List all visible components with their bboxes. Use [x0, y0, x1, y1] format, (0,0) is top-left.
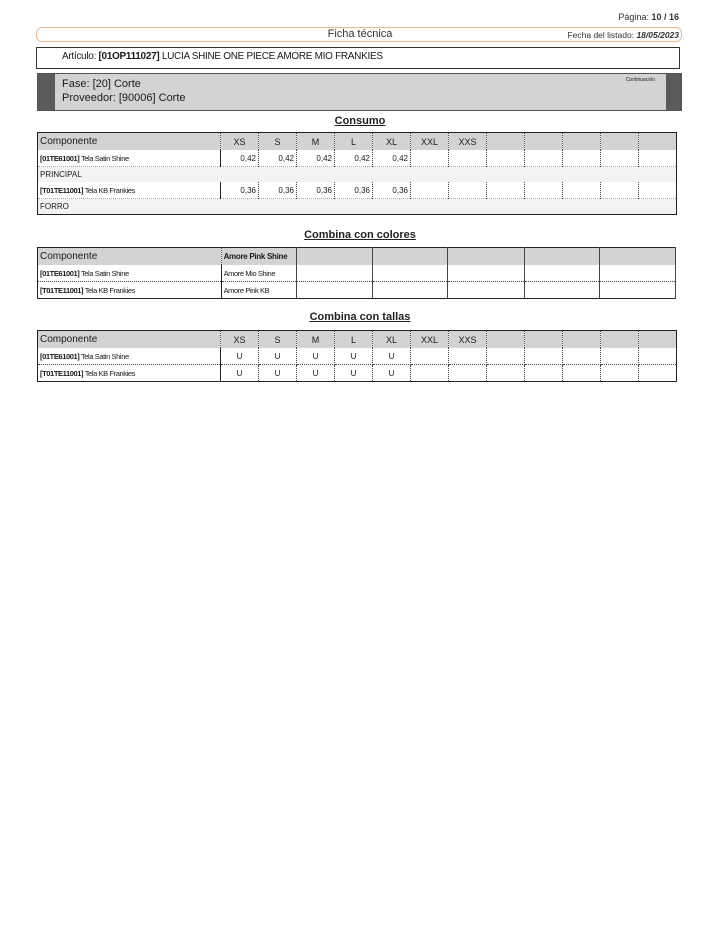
value-cell	[487, 182, 525, 199]
table-row	[38, 348, 677, 365]
value-cell: 0,36	[259, 182, 297, 199]
component-cell	[38, 282, 222, 299]
component-type: PRINCIPAL	[38, 167, 677, 183]
component-name: Tela KB Frankies	[83, 185, 135, 195]
size-header-col10	[601, 331, 639, 349]
phase-line: Fase: [20] Corte	[62, 78, 141, 90]
value-cell: U	[221, 348, 259, 365]
component-code: [01TE61001]	[40, 351, 80, 361]
color-header-2	[373, 248, 448, 266]
value-cell: U	[297, 365, 335, 382]
size-header-xxs: XXS	[449, 133, 487, 151]
size-header-col9	[563, 331, 601, 349]
colores-table	[37, 247, 676, 299]
component-cell	[38, 265, 222, 282]
size-header-l: L	[335, 331, 373, 349]
value-cell: 0,42	[221, 150, 259, 167]
component-name: Tela KB Frankies	[83, 368, 135, 378]
listing-date	[567, 30, 679, 40]
value-cell	[639, 150, 677, 167]
value-cell: 0,42	[335, 150, 373, 167]
size-header-m: M	[297, 133, 335, 151]
color-value-cell	[524, 265, 599, 282]
size-header-col10	[601, 133, 639, 151]
size-header-xxs: XXS	[449, 331, 487, 349]
value-cell: 0,36	[335, 182, 373, 199]
page-value: 10 / 16	[651, 12, 679, 22]
component-cell	[38, 348, 221, 365]
color-value-cell	[296, 265, 372, 282]
color-header-3	[448, 248, 524, 266]
value-cell: U	[373, 365, 411, 382]
color-header-4	[524, 248, 599, 266]
color-value-cell: Amore Pink KB	[221, 282, 296, 299]
value-cell	[525, 150, 563, 167]
section-title-tallas: Combina con tallas	[309, 311, 411, 323]
header-row	[38, 133, 677, 151]
size-header-xl: XL	[373, 331, 411, 349]
value-cell	[449, 365, 487, 382]
value-cell	[525, 365, 563, 382]
component-cell	[38, 365, 221, 382]
page-label: Página:	[618, 12, 649, 22]
component-name: Tela KB Frankies	[83, 285, 135, 295]
table-row	[38, 150, 677, 167]
value-cell	[449, 150, 487, 167]
component-type: FORRO	[38, 199, 677, 215]
size-header-col8	[525, 133, 563, 151]
color-value-cell	[448, 282, 524, 299]
size-header-col7	[487, 331, 525, 349]
value-cell	[639, 348, 677, 365]
color-value-cell	[373, 282, 448, 299]
value-cell	[601, 150, 639, 167]
value-cell: 0,36	[221, 182, 259, 199]
component-code: [T01TE11001]	[40, 368, 84, 378]
header-row	[38, 331, 677, 349]
value-cell: U	[373, 348, 411, 365]
value-cell: U	[259, 348, 297, 365]
value-cell: 0,36	[297, 182, 335, 199]
value-cell	[411, 150, 449, 167]
size-header-xxl: XXL	[411, 331, 449, 349]
value-cell: U	[335, 348, 373, 365]
value-cell	[563, 348, 601, 365]
color-value-cell	[599, 282, 675, 299]
size-header-xs: XS	[221, 331, 259, 349]
header-row	[38, 248, 676, 266]
value-cell	[487, 150, 525, 167]
color-value-cell	[373, 265, 448, 282]
table-row	[38, 265, 676, 282]
size-header-l: L	[335, 133, 373, 151]
value-cell: 0,36	[373, 182, 411, 199]
section-title-colores: Combina con colores	[304, 229, 416, 241]
value-cell: U	[297, 348, 335, 365]
size-header-xxl: XXL	[411, 133, 449, 151]
color-value-cell	[448, 265, 524, 282]
component-name: Tela Satin Shine	[79, 153, 129, 163]
value-cell	[601, 365, 639, 382]
value-cell: U	[259, 365, 297, 382]
consumo-table	[37, 132, 677, 215]
article-line	[62, 51, 383, 62]
component-name: Tela Satin Shine	[79, 268, 129, 278]
value-cell	[525, 348, 563, 365]
value-cell: 0,42	[259, 150, 297, 167]
size-header-s: S	[259, 331, 297, 349]
value-cell	[449, 348, 487, 365]
phase-box	[37, 73, 682, 111]
table-row	[38, 182, 677, 199]
value-cell	[449, 182, 487, 199]
value-cell	[601, 182, 639, 199]
color-header-0: Amore Pink Shine	[221, 248, 296, 266]
component-cell	[38, 182, 221, 199]
date-label: Fecha del listado:	[567, 30, 635, 40]
article-box	[36, 47, 680, 69]
tallas-table	[37, 330, 677, 382]
size-header-xl: XL	[373, 133, 411, 151]
component-code: [T01TE11001]	[40, 285, 84, 295]
article-code: [01OP111027]	[98, 51, 160, 62]
supplier-line: Proveedor: [90006] Corte	[62, 92, 186, 104]
size-header-col7	[487, 133, 525, 151]
value-cell	[601, 348, 639, 365]
article-label: Artículo:	[62, 51, 96, 62]
page-number	[618, 12, 679, 22]
article-name: LUCIA SHINE ONE PIECE AMORE MIO FRANKIES	[161, 51, 383, 62]
component-cell	[38, 150, 221, 167]
size-header-col9	[563, 133, 601, 151]
subtype-row	[38, 199, 677, 215]
color-header-1	[296, 248, 372, 266]
color-header-5	[599, 248, 675, 266]
value-cell	[411, 348, 449, 365]
size-header-s: S	[259, 133, 297, 151]
color-value-cell: Amore Mio Shine	[221, 265, 296, 282]
date-value: 18/05/2023	[636, 30, 679, 40]
document-title: Ficha técnica	[327, 28, 393, 40]
continued-label: Continuación	[625, 77, 655, 83]
component-code: [T01TE11001]	[40, 185, 84, 195]
value-cell	[563, 365, 601, 382]
subtype-row	[38, 167, 677, 183]
value-cell: 0,42	[297, 150, 335, 167]
color-value-cell	[524, 282, 599, 299]
value-cell	[411, 182, 449, 199]
value-cell	[639, 182, 677, 199]
value-cell	[525, 182, 563, 199]
column-header-componente: Componente	[38, 331, 221, 349]
value-cell	[487, 348, 525, 365]
size-header-col11	[639, 133, 677, 151]
column-header-componente: Componente	[38, 133, 221, 151]
value-cell	[411, 365, 449, 382]
size-header-m: M	[297, 331, 335, 349]
table-row	[38, 282, 676, 299]
component-code: [01TE61001]	[40, 153, 80, 163]
value-cell: U	[221, 365, 259, 382]
column-header-componente: Componente	[38, 248, 222, 266]
section-title-consumo: Consumo	[334, 115, 386, 127]
table-row	[38, 365, 677, 382]
color-value-cell	[599, 265, 675, 282]
value-cell: U	[335, 365, 373, 382]
color-value-cell	[296, 282, 372, 299]
component-name: Tela Satin Shine	[79, 351, 129, 361]
value-cell: 0,42	[373, 150, 411, 167]
size-header-xs: XS	[221, 133, 259, 151]
value-cell	[563, 182, 601, 199]
size-header-col11	[639, 331, 677, 349]
value-cell	[563, 150, 601, 167]
value-cell	[487, 365, 525, 382]
size-header-col8	[525, 331, 563, 349]
value-cell	[639, 365, 677, 382]
component-code: [01TE61001]	[40, 268, 80, 278]
